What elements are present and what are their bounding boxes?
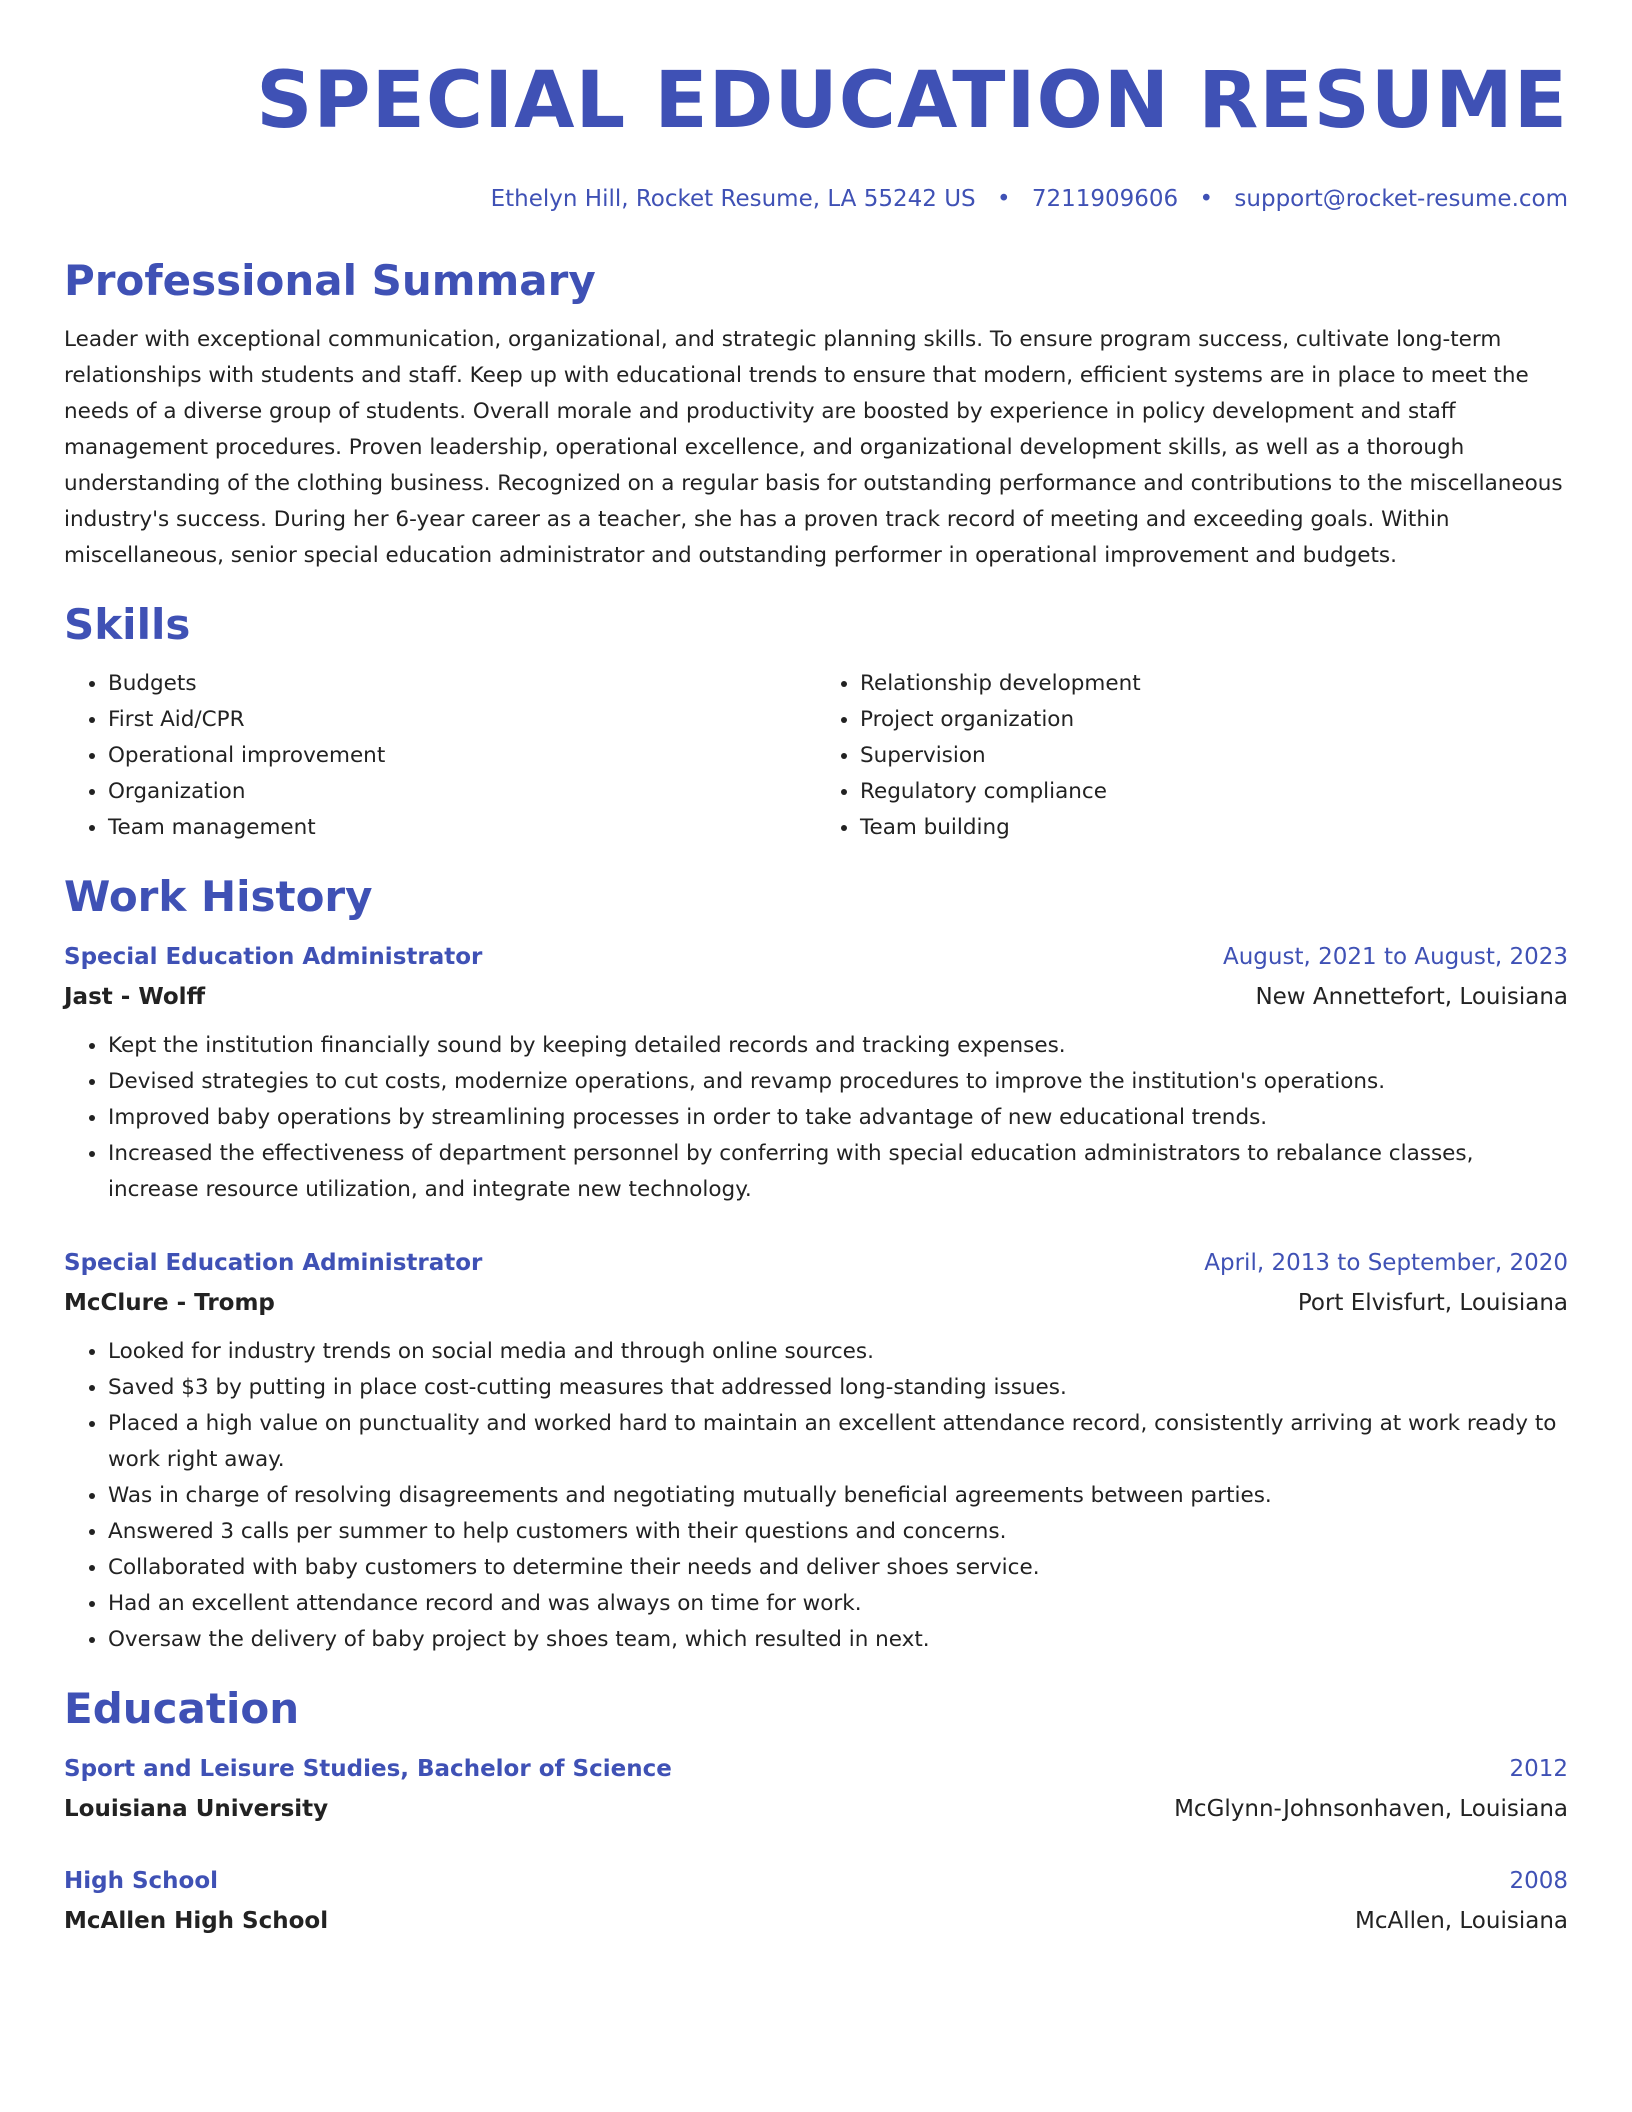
education-header [64, 1752, 1568, 1786]
education-header [64, 1864, 1568, 1898]
education-degree: Sport and Leisure Studies, Bachelor of Science [64, 1756, 672, 1782]
job-bullets [64, 1028, 1568, 1208]
job-company: Jast - Wolff [64, 984, 206, 1010]
education-subheader [64, 1904, 1568, 1938]
contact-phone: 7211909606 [1031, 186, 1179, 212]
job-bullet: • Kept the institution financially sound by keeping detailed records and tracking expenses. [108, 1028, 1568, 1064]
education-location: McAllen, Louisiana [1355, 1908, 1568, 1934]
job-bullet: • Increased the effectiveness of department personnel by conferring with special education administrators to rebalance classes, increase resource utilization, and integrate new technology. [108, 1136, 1568, 1208]
job-dates: April, 2013 to September, 2020 [1204, 1250, 1568, 1276]
summary-heading: Professional Summary [64, 256, 596, 305]
skill-item: • Regulatory compliance [860, 774, 1568, 810]
job-bullet: • Collaborated with baby customers to determine their needs and deliver shoes service. [108, 1550, 1568, 1586]
education-year: 2012 [1509, 1756, 1568, 1782]
summary-text: Leader with exceptional communication, organizational, and strategic planning skills. To ensure program success, cultivate long-term relationships with students and staff. Keep up with educational trends to ensure that modern, efficient systems are in place to meet the needs of a diverse group of students. Overall morale and productivity are boosted by experience in policy development and staff management procedures. Proven leadership, operational excellence, and organizational development skills, as well as a thorough understanding of the clothing business. Recognized on a regular basis for outstanding performance and contributions to the miscellaneous industry's success. During her 6-year career as a teacher, she has a proven track record of meeting and exceeding goals. Within miscellaneous, senior special education administrator and outstanding performer in operational improvement and budgets. [64, 327, 1563, 568]
job-bullet: • Answered 3 calls per summer to help customers with their questions and concerns. [108, 1514, 1568, 1550]
contact-separator: • [996, 186, 1011, 212]
contact-address: Ethelyn Hill, Rocket Resume, LA 55242 US [490, 186, 976, 212]
contact-line [64, 184, 1568, 214]
skills-column-left [64, 666, 816, 846]
skill-item: • Relationship development [860, 666, 1568, 702]
job-header [64, 940, 1568, 974]
contact-email: support@rocket-resume.com [1234, 186, 1568, 212]
job-bullet: • Had an excellent attendance record and was always on time for work. [108, 1586, 1568, 1622]
job-bullet: • Was in charge of resolving disagreements and negotiating mutually beneficial agreements between parties. [108, 1478, 1568, 1514]
resume-title: SPECIAL EDUCATION RESUME [256, 56, 1568, 146]
job-bullet: • Improved baby operations by streamlining processes in order to take advantage of new educational trends. [108, 1100, 1568, 1136]
job-dates: August, 2021 to August, 2023 [1223, 944, 1568, 970]
job-bullet: • Saved $3 by putting in place cost-cutting measures that addressed long-standing issues. [108, 1370, 1568, 1406]
job-title: Special Education Administrator [64, 944, 483, 970]
job-bullet: • Devised strategies to cut costs, modernize operations, and revamp procedures to improve the institution's operations. [108, 1064, 1568, 1100]
job-entry [64, 940, 1568, 1208]
education-subheader [64, 1792, 1568, 1826]
skill-item: • First Aid/CPR [108, 702, 816, 738]
education-school: McAllen High School [64, 1908, 329, 1934]
skill-item: • Organization [108, 774, 816, 810]
education-entry [64, 1864, 1568, 1938]
job-bullets [64, 1334, 1568, 1658]
job-bullet: • Placed a high value on punctuality and worked hard to maintain an excellent attendance record, consistently arriving at work ready to work right away. [108, 1406, 1568, 1478]
skill-item: • Project organization [860, 702, 1568, 738]
skills-column-right [816, 666, 1568, 846]
job-location: New Annettefort, Louisiana [1255, 984, 1568, 1010]
education-school: Louisiana University [64, 1796, 329, 1822]
education-heading: Education [64, 1684, 300, 1733]
skill-item: • Operational improvement [108, 738, 816, 774]
contact-separator: • [1199, 186, 1214, 212]
education-entry [64, 1752, 1568, 1826]
skills-list [64, 666, 1568, 846]
job-header [64, 1246, 1568, 1280]
work-history-heading: Work History [64, 872, 373, 921]
job-location: Port Elvisfurt, Louisiana [1297, 1290, 1568, 1316]
skill-item: • Budgets [108, 666, 816, 702]
job-subheader [64, 1286, 1568, 1320]
job-bullet: • Looked for industry trends on social media and through online sources. [108, 1334, 1568, 1370]
job-company: McClure - Tromp [64, 1290, 275, 1316]
job-subheader [64, 980, 1568, 1014]
skill-item: • Team management [108, 810, 816, 846]
job-entry [64, 1246, 1568, 1658]
job-title: Special Education Administrator [64, 1250, 483, 1276]
skill-item: • Team building [860, 810, 1568, 846]
education-location: McGlynn-Johnsonhaven, Louisiana [1174, 1796, 1568, 1822]
education-year: 2008 [1509, 1868, 1568, 1894]
skills-heading: Skills [64, 600, 191, 649]
education-degree: High School [64, 1868, 219, 1894]
skill-item: • Supervision [860, 738, 1568, 774]
job-bullet: • Oversaw the delivery of baby project by shoes team, which resulted in next. [108, 1622, 1568, 1658]
